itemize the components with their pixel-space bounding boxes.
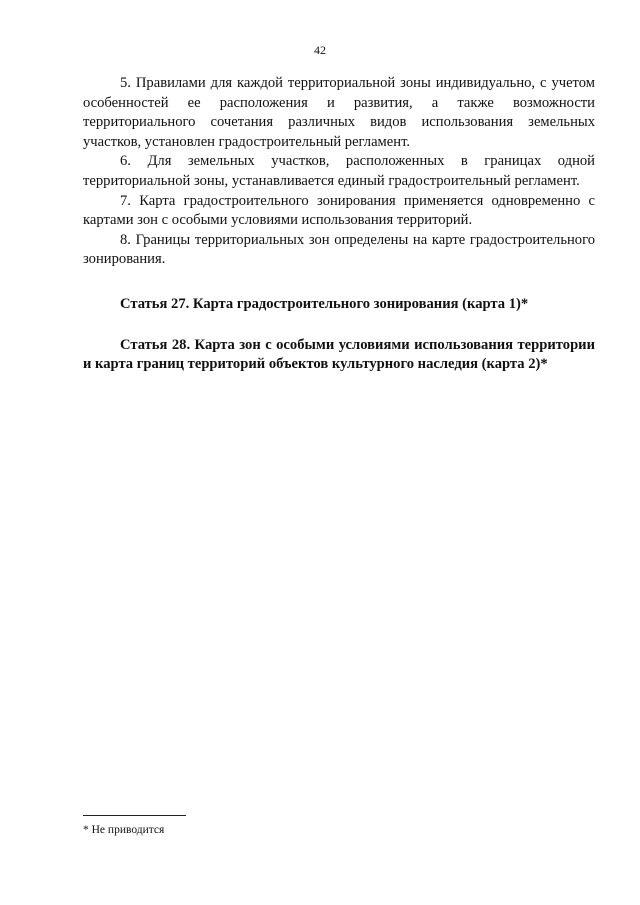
footnote-separator [83, 815, 186, 816]
paragraph-8: 8. Границы территориальных зон определены на карте градостроительного зонирования. [83, 231, 595, 268]
paragraph-5: 5. Правилами для каждой территориальной зоны индивидуально, с учетом особенностей ее расположения и развития, а также возможности территориального сочетания различных видов использования земельных участков, установлен градостроительный регламент. [83, 75, 595, 150]
page-number: 42 [314, 43, 326, 57]
article-27-heading: Статья 27. Карта градостроительного зонирования (карта 1)* [120, 295, 529, 312]
paragraph-7: 7. Карта градостроительного зонирования применяется одновременно с картами зон с особыми условиями использования территорий. [83, 192, 595, 229]
footnote: * Не приводится [83, 824, 165, 836]
article-28-heading: Статья 28. Карта зон с особыми условиями использования территории и карта границ территорий объектов культурного наследия (карта 2)* [83, 336, 595, 373]
document-body [83, 74, 595, 375]
paragraph-6: 6. Для земельных участков, расположенных в границах одной территориальной зоны, устанавливается единый градостроительный регламент. [83, 153, 595, 189]
